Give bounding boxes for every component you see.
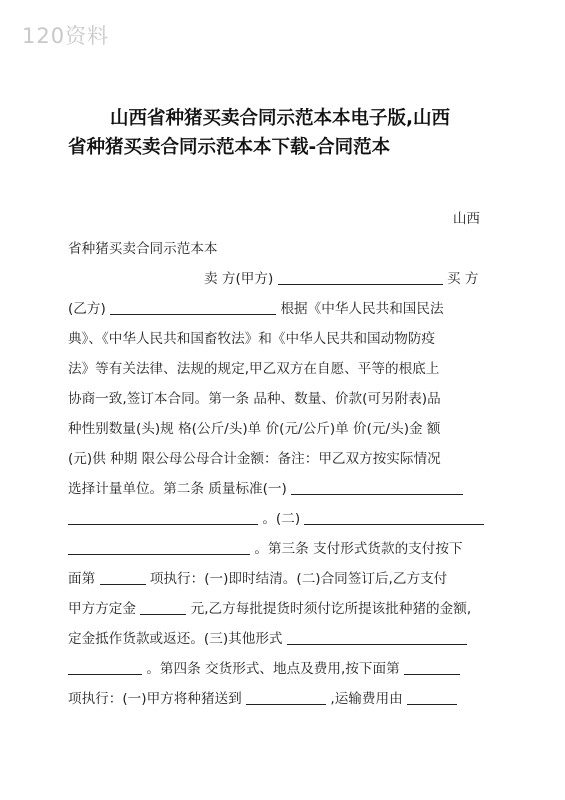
body-line-14	[68, 598, 471, 620]
delivery-location-label: 项执行：(一)甲方将种猪送到	[68, 691, 242, 707]
party-b-label: (乙方)	[68, 301, 106, 317]
payment-item-label: 面第	[68, 571, 96, 587]
title-line-1: 山西省种猪买卖合同示范本本电子版,山西	[110, 108, 451, 129]
transport-cost-blank[interactable]	[407, 688, 457, 705]
body-line-16-text: 。第四条 交货形式、地点及费用,按下面第	[146, 661, 400, 677]
delivery-location-blank[interactable]	[246, 688, 326, 705]
deposit-blank[interactable]	[140, 598, 186, 615]
quality-standard-1-label: 选择计量单位。第二条 质量标准(一)	[68, 481, 287, 497]
body-line-3	[204, 268, 478, 290]
body-line-13-text: 项执行：(一)即时结清。(二)合同签订后,乙方支付	[149, 571, 448, 587]
deposit-label: 甲方方定金	[68, 601, 136, 617]
party-b-blank[interactable]	[110, 298, 276, 315]
body-line-4-text: 根据《中华人民共和国民法	[280, 301, 444, 317]
body-line-17	[68, 688, 457, 710]
body-line-9: (元)供 种期 限公母公母合计金额：备注：甲乙双方按实际情况	[68, 451, 441, 467]
body-line-4	[68, 298, 444, 320]
body-line-10	[68, 478, 463, 500]
body-line-12-text: 。第三条 支付形式货款的支付按下	[254, 541, 463, 557]
body-line-8: 种性别数量(头)规 格(公斤/头)单 价(元/公斤)单 价(元/头)金 额	[68, 421, 441, 437]
quality-standard-2-blank-cont[interactable]	[68, 538, 250, 555]
body-line-15	[68, 628, 467, 650]
body-line-12	[68, 538, 463, 560]
payment-item-blank[interactable]	[100, 568, 146, 585]
transport-cost-label: ,运输费用由	[330, 691, 403, 707]
delivery-item-blank[interactable]	[404, 658, 460, 675]
seller-blank[interactable]	[278, 268, 443, 285]
seller-label: 卖 方(甲方)	[204, 271, 274, 287]
watermark: 120资料	[22, 24, 110, 48]
body-line-11	[68, 508, 484, 530]
title-line-2: 省种猪买卖合同示范本本下载-合同范本	[68, 137, 391, 158]
quality-standard-2-blank[interactable]	[304, 508, 484, 525]
quality-standard-2-label: 。(二)	[262, 511, 301, 527]
other-payment-label: 定金抵作货款或返还。(三)其他形式	[68, 631, 283, 647]
other-payment-blank-cont[interactable]	[68, 658, 142, 675]
body-line-13	[68, 568, 447, 590]
body-line-7: 协商一致,签订本合同。第一条 品种、数量、价款(可另附表)品	[68, 391, 441, 407]
quality-standard-1-blank-cont[interactable]	[68, 508, 258, 525]
buyer-label: 买 方	[446, 271, 479, 287]
body-line-14-text: 元,乙方每批提货时须付讫所提该批种猪的金额,	[190, 601, 472, 617]
body-line-5: 典》、《中华人民共和国畜牧法》和《中华人民共和国动物防疫	[68, 331, 436, 347]
body-line-2: 省种猪买卖合同示范本本	[68, 241, 218, 257]
other-payment-blank[interactable]	[287, 628, 467, 645]
body-line-6: 法》等有关法律、法规的规定,甲乙双方在自愿、平等的根底上	[68, 361, 440, 377]
document-title	[68, 104, 508, 162]
quality-standard-1-blank[interactable]	[291, 478, 463, 495]
body-line-16	[68, 658, 460, 680]
body-line-1: 山西	[452, 211, 480, 227]
